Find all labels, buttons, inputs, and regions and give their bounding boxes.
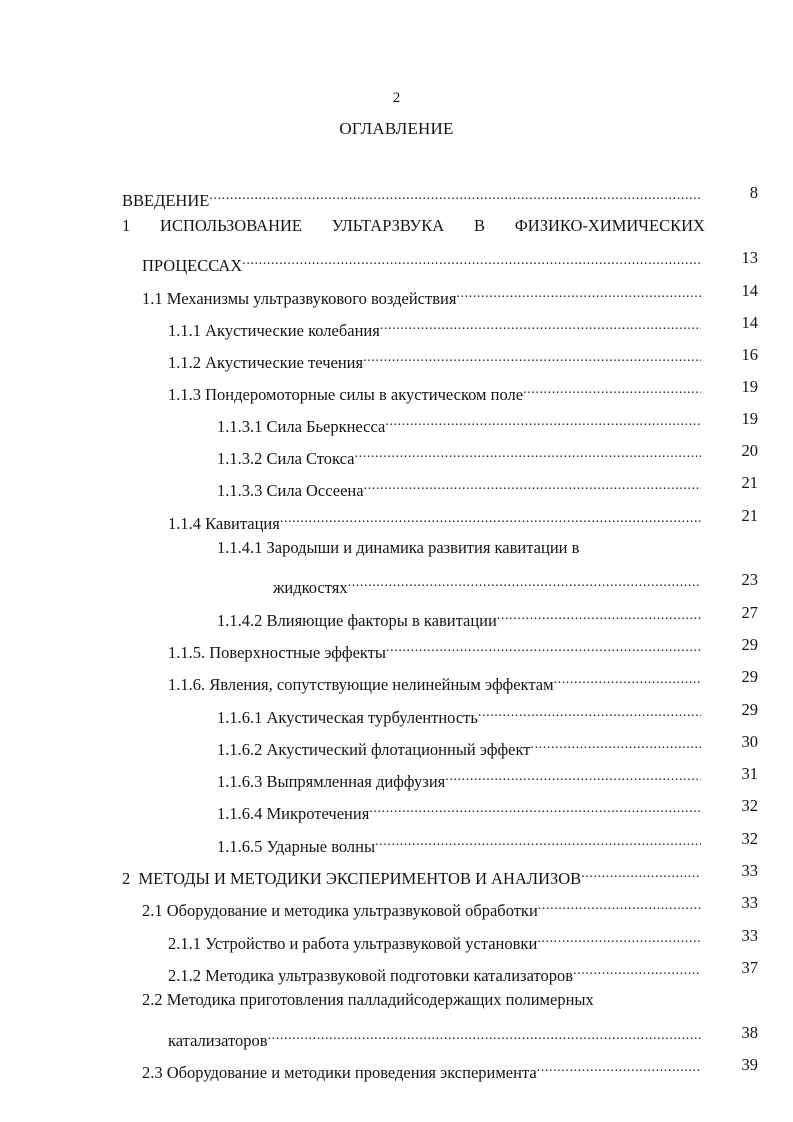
dot-leader <box>355 438 701 464</box>
toc-page: 8 <box>749 183 758 202</box>
toc-page: 39 <box>741 1055 758 1074</box>
dot-leader <box>280 503 701 529</box>
toc-entry-2-1[interactable] <box>0 890 793 920</box>
toc-page: 29 <box>741 635 758 654</box>
toc-entry-1-1-2[interactable] <box>0 342 793 372</box>
toc-label: катализаторов <box>168 1031 268 1050</box>
toc-label: 1.1.4.1 Зародыши и динамика развития кавитации в <box>217 538 580 557</box>
toc-word: В <box>473 216 485 235</box>
toc-label: 1.1.6.1 Акустическая турбулентность <box>217 708 478 727</box>
toc-entry-1-1-5[interactable] <box>0 632 793 662</box>
dot-leader <box>456 278 701 304</box>
dot-leader <box>581 858 701 884</box>
toc-entry-1-1-1[interactable] <box>0 310 793 340</box>
dot-leader <box>554 664 701 690</box>
toc-label: 1.1.6.3 Выпрямленная диффузия <box>217 772 446 791</box>
toc-entry-1-1-3-3[interactable] <box>0 470 793 500</box>
dot-leader <box>375 826 701 852</box>
toc-label: 2.1.1 Устройство и работа ультразвуковой установки <box>168 934 538 953</box>
toc-label: 2.3 Оборудование и методики проведения эксперимента <box>142 1063 537 1082</box>
toc-page: 37 <box>741 958 758 977</box>
toc-label: 1.1.2 Акустические течения <box>168 353 364 372</box>
toc-label: 1.1.3.3 Сила Оссеена <box>217 481 364 500</box>
dot-leader <box>348 567 701 593</box>
toc-entry-ch2[interactable] <box>0 858 793 888</box>
toc-entry-1-1-6-3[interactable] <box>0 761 793 791</box>
dot-leader <box>242 245 701 271</box>
toc-label: 1.1.6.4 Микротечения <box>217 804 370 823</box>
toc-page: 29 <box>741 667 758 686</box>
dot-leader <box>537 1052 701 1078</box>
toc-entry-1-1-6-1[interactable] <box>0 697 793 727</box>
dot-leader <box>363 342 701 368</box>
toc-entry-1-1-6-4[interactable] <box>0 793 793 823</box>
toc-label: ВВЕДЕНИЕ <box>122 191 210 210</box>
toc-entry-2-2[interactable] <box>0 987 793 1013</box>
toc-entry-1-1-4[interactable] <box>0 503 793 533</box>
toc-label: 1.1.3 Пондеромоторные силы в акустическом поле <box>168 385 524 404</box>
toc-label: 1.1.5. Поверхностные эффекты <box>168 643 387 662</box>
toc-page: 38 <box>741 1023 758 1042</box>
toc-entry-ch1[interactable] <box>0 213 793 239</box>
toc-entry-1-1-4-2[interactable] <box>0 600 793 630</box>
toc-label: жидкостях <box>273 578 348 597</box>
toc-label: 1.1.4 Кавитация <box>168 514 280 533</box>
toc-entry-1-1-6[interactable] <box>0 664 793 694</box>
toc-word: ИСПОЛЬЗОВАНИЕ <box>160 216 302 235</box>
toc-label: 1.1 Механизмы ультразвукового воздействия <box>142 289 457 308</box>
dot-leader <box>538 890 701 916</box>
toc-label: 1.1.3.1 Сила Бьеркнесса <box>217 417 386 436</box>
toc-page: 27 <box>741 603 758 622</box>
toc-page: 19 <box>741 377 758 396</box>
dot-leader <box>530 729 701 755</box>
toc-entry-intro[interactable] <box>0 180 793 210</box>
toc-page: 33 <box>741 861 758 880</box>
toc-entry-1-1[interactable] <box>0 278 793 308</box>
toc-label: 2.2 Методика приготовления палладийсодержащих полимерных <box>142 990 594 1009</box>
toc-label: 1.1.6.2 Акустический флотационный эффект <box>217 740 531 759</box>
toc-page: 29 <box>741 700 758 719</box>
toc-label: 2.1 Оборудование и методика ультразвуковой обработки <box>142 901 538 920</box>
toc-label: 2 МЕТОДЫ И МЕТОДИКИ ЭКСПЕРИМЕНТОВ И АНАЛИЗОВ <box>122 869 582 888</box>
dot-leader <box>497 600 701 626</box>
toc-label: 1.1.6. Явления, сопутствующие нелинейным эффектам <box>168 675 554 694</box>
dot-leader <box>209 180 701 206</box>
toc-page: 33 <box>741 926 758 945</box>
toc-page: 21 <box>741 506 758 525</box>
dot-leader <box>537 923 701 949</box>
toc-entry-1-1-6-5[interactable] <box>0 826 793 856</box>
toc-page: 16 <box>741 345 758 364</box>
toc-entry-1-1-3-1[interactable] <box>0 406 793 436</box>
page-number: 2 <box>392 90 401 106</box>
toc-label: ПРОЦЕССАХ <box>142 256 243 275</box>
dot-leader <box>380 310 701 336</box>
toc-entry-2-1-2[interactable] <box>0 955 793 985</box>
dot-leader <box>385 406 701 432</box>
page-title: ОГЛАВЛЕНИЕ <box>339 119 454 138</box>
toc-entry-1-1-3-2[interactable] <box>0 438 793 468</box>
dot-leader <box>364 470 701 496</box>
toc-page: 23 <box>741 570 758 589</box>
dot-leader <box>386 632 701 658</box>
toc-label: 1.1.1 Акустические колебания <box>168 321 380 340</box>
toc-page: 21 <box>741 473 758 492</box>
toc-entry-2-3[interactable] <box>0 1052 793 1082</box>
toc-word: УЛЬТАРЗВУКА <box>331 216 445 235</box>
toc-entry-1-1-4-1-cont[interactable] <box>0 567 793 597</box>
toc-page: 14 <box>741 313 758 332</box>
toc-page: 32 <box>741 829 758 848</box>
dot-leader <box>523 374 701 400</box>
toc-entry-1-1-3[interactable] <box>0 374 793 404</box>
toc-page: 32 <box>741 796 758 815</box>
toc-page: 33 <box>741 893 758 912</box>
toc-page: 30 <box>741 732 758 751</box>
dot-leader <box>369 793 701 819</box>
toc-page: 14 <box>741 281 758 300</box>
dot-leader <box>445 761 701 787</box>
dot-leader <box>478 697 701 723</box>
toc-page: 19 <box>741 409 758 428</box>
toc-word: 1 <box>122 216 131 235</box>
toc-label: 2.1.2 Методика ультразвуковой подготовки катализаторов <box>168 966 574 985</box>
toc-entry-1-1-6-2[interactable] <box>0 729 793 759</box>
toc-entry-2-1-1[interactable] <box>0 923 793 953</box>
toc-page: 13 <box>741 248 758 267</box>
toc-label: 1.1.4.2 Влияющие факторы в кавитации <box>217 611 497 630</box>
toc-word: ФИЗИКО-ХИМИЧЕСКИХ <box>514 216 705 235</box>
toc-label: 1.1.3.2 Сила Стокса <box>217 449 355 468</box>
toc-entry-1-1-4-1[interactable] <box>0 535 793 561</box>
toc-entry-ch1-cont[interactable] <box>0 245 793 275</box>
toc-label: 1.1.6.5 Ударные волны <box>217 837 376 856</box>
toc-page: 20 <box>741 441 758 460</box>
toc-entry-2-2-cont[interactable] <box>0 1020 793 1050</box>
dot-leader <box>268 1020 701 1046</box>
dot-leader <box>573 955 701 981</box>
toc-page: 31 <box>741 764 758 783</box>
